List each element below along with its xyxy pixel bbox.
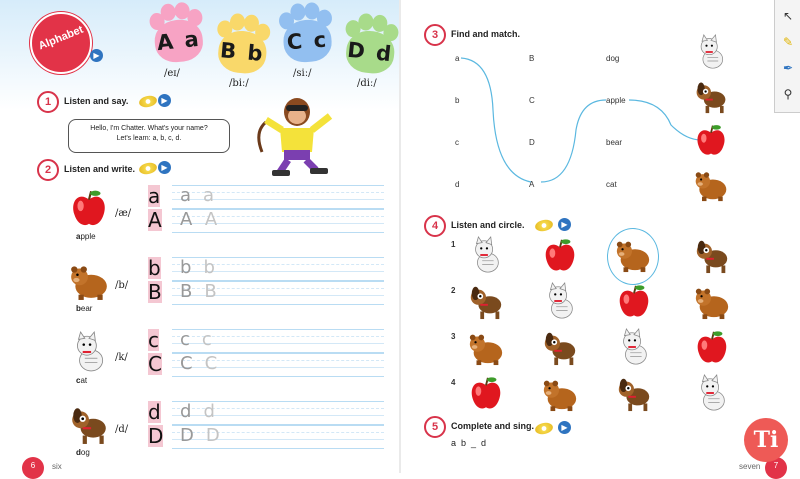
paw-letters: D d bbox=[344, 29, 396, 76]
match-item[interactable]: B bbox=[529, 54, 535, 63]
circle-dog-picture[interactable] bbox=[541, 328, 579, 371]
model-letter: a bbox=[148, 184, 161, 208]
tracing-letters: AA bbox=[180, 209, 230, 230]
annotation-toolbar bbox=[774, 0, 800, 113]
circle-apple-picture[interactable] bbox=[541, 236, 579, 279]
paw-letters: B b bbox=[217, 29, 268, 75]
speech-bubble bbox=[68, 119, 230, 153]
model-letter: A bbox=[148, 208, 162, 232]
model-letter: B bbox=[148, 280, 162, 304]
circle-cat-picture[interactable] bbox=[541, 282, 579, 325]
tracing-letters: bb bbox=[180, 257, 227, 278]
match-apple-picture[interactable] bbox=[693, 122, 729, 163]
section-2-title: Listen and write. bbox=[64, 164, 136, 174]
bear-picture bbox=[68, 259, 110, 306]
paw-letter-3[interactable] bbox=[274, 1, 338, 67]
word-label: dog bbox=[76, 448, 90, 457]
match-item[interactable]: A bbox=[529, 180, 535, 189]
circle-cat-picture[interactable] bbox=[615, 328, 653, 371]
match-item[interactable]: C bbox=[529, 96, 535, 105]
row-number: 1 bbox=[451, 240, 456, 249]
dog-picture bbox=[68, 403, 110, 450]
tracing-letters: BB bbox=[180, 281, 229, 302]
word-label: bear bbox=[76, 304, 93, 313]
tracing-letters: dd bbox=[180, 401, 227, 422]
circle-apple-picture[interactable] bbox=[467, 374, 505, 417]
section-2-audio-icon[interactable]: ▶ bbox=[158, 161, 171, 174]
row-number: 2 bbox=[451, 286, 456, 295]
chatter-monkey-illustration bbox=[252, 92, 342, 180]
brand-logo: Ti bbox=[744, 418, 788, 462]
model-letter: D bbox=[148, 424, 164, 448]
word-phonetic: /b/ bbox=[115, 280, 129, 291]
section-4-badge: 4 bbox=[424, 215, 446, 237]
model-letter: b bbox=[148, 256, 161, 280]
word-label: apple bbox=[76, 232, 96, 241]
paw-phonetic: /diː/ bbox=[357, 78, 377, 89]
circle-bear-picture[interactable] bbox=[467, 328, 505, 371]
tracing-letters: aa bbox=[180, 185, 227, 206]
section-3-badge: 3 bbox=[424, 24, 446, 46]
cat-picture bbox=[68, 331, 110, 378]
paw-phonetic: /siː/ bbox=[293, 68, 312, 79]
circle-dog-picture[interactable] bbox=[615, 374, 653, 417]
word-label: cat bbox=[76, 376, 88, 385]
model-letter: c bbox=[148, 328, 159, 352]
circle-cat-picture[interactable] bbox=[693, 374, 731, 417]
circle-dog-picture[interactable] bbox=[467, 282, 505, 325]
alphabet-banner-label: Alphabet bbox=[36, 23, 86, 53]
match-cat-picture[interactable] bbox=[693, 34, 729, 75]
pencil-icon[interactable]: ✎ bbox=[782, 35, 794, 49]
paw-letters: A a bbox=[153, 17, 205, 64]
circle-apple-picture[interactable] bbox=[615, 282, 653, 325]
speech-line-1: Hello, I'm Chatter. What's your name? bbox=[90, 125, 208, 132]
section-5-badge: 5 bbox=[424, 416, 446, 438]
row-number: 3 bbox=[451, 332, 456, 341]
page-footer-right: seven bbox=[739, 462, 761, 471]
circle-dog-picture[interactable] bbox=[693, 236, 731, 279]
circle-bear-picture[interactable] bbox=[607, 228, 659, 285]
tracing-letters: cc bbox=[180, 329, 224, 350]
circle-cat-picture[interactable] bbox=[467, 236, 505, 279]
section-4-audio-icon[interactable]: ▶ bbox=[558, 218, 571, 231]
match-item[interactable]: a bbox=[455, 54, 460, 63]
circle-bear-picture[interactable] bbox=[693, 282, 731, 325]
tracing-letters: CC bbox=[180, 353, 230, 374]
paw-phonetic: /eɪ/ bbox=[164, 68, 180, 79]
match-bear-picture[interactable] bbox=[693, 166, 729, 207]
page-number-right: 7 bbox=[765, 457, 787, 479]
song-text: a b _ d bbox=[451, 438, 487, 448]
pen-icon[interactable]: ✒ bbox=[782, 61, 794, 75]
section-1-badge: 1 bbox=[37, 91, 59, 113]
speech-line-2: Let's learn: a, b, c, d. bbox=[116, 135, 182, 142]
row-number: 4 bbox=[451, 378, 456, 387]
paw-letter-4[interactable] bbox=[337, 11, 403, 79]
match-item[interactable]: dog bbox=[606, 54, 620, 63]
match-item[interactable]: bear bbox=[606, 138, 623, 147]
left-page bbox=[0, 0, 400, 473]
page-number-left: 6 bbox=[22, 457, 44, 479]
match-item[interactable]: apple bbox=[606, 96, 626, 105]
page-footer-left: six bbox=[52, 462, 62, 471]
zoom-icon[interactable]: ⚲ bbox=[783, 87, 793, 101]
match-item[interactable]: cat bbox=[606, 180, 617, 189]
right-page bbox=[401, 0, 800, 473]
cd-icon[interactable] bbox=[534, 421, 554, 436]
match-item[interactable]: d bbox=[455, 180, 460, 189]
word-phonetic: /k/ bbox=[115, 352, 128, 363]
section-1-audio-icon[interactable]: ▶ bbox=[158, 94, 171, 107]
section-5-title: Complete and sing. bbox=[451, 421, 535, 431]
section-4-title: Listen and circle. bbox=[451, 220, 525, 230]
paw-letter-2[interactable] bbox=[209, 12, 274, 79]
section-1-title: Listen and say. bbox=[64, 96, 129, 106]
word-phonetic: /æ/ bbox=[115, 208, 132, 219]
circle-bear-picture[interactable] bbox=[541, 374, 579, 417]
match-lines bbox=[401, 0, 731, 200]
model-letter: C bbox=[148, 352, 162, 376]
section-3-title: Find and match. bbox=[451, 29, 521, 39]
match-item[interactable]: c bbox=[455, 138, 459, 147]
match-dog-picture[interactable] bbox=[693, 78, 729, 119]
paw-phonetic: /biː/ bbox=[229, 78, 249, 89]
model-letter: d bbox=[148, 400, 161, 424]
word-phonetic: /d/ bbox=[115, 424, 129, 435]
circle-apple-picture[interactable] bbox=[693, 328, 731, 371]
section-5-audio-icon[interactable]: ▶ bbox=[558, 421, 571, 434]
select-arrow-icon[interactable]: ↖ bbox=[782, 9, 794, 23]
banner-audio-icon[interactable]: ▶ bbox=[90, 49, 103, 62]
tracing-letters: DD bbox=[180, 425, 232, 446]
cd-icon[interactable] bbox=[138, 161, 158, 176]
match-item[interactable]: D bbox=[529, 138, 535, 147]
paw-letters: C c bbox=[282, 18, 333, 63]
apple-picture bbox=[68, 187, 110, 234]
section-2-badge: 2 bbox=[37, 159, 59, 181]
match-item[interactable]: b bbox=[455, 96, 460, 105]
cd-icon[interactable] bbox=[534, 218, 554, 233]
paw-letter-1[interactable] bbox=[144, 0, 210, 68]
